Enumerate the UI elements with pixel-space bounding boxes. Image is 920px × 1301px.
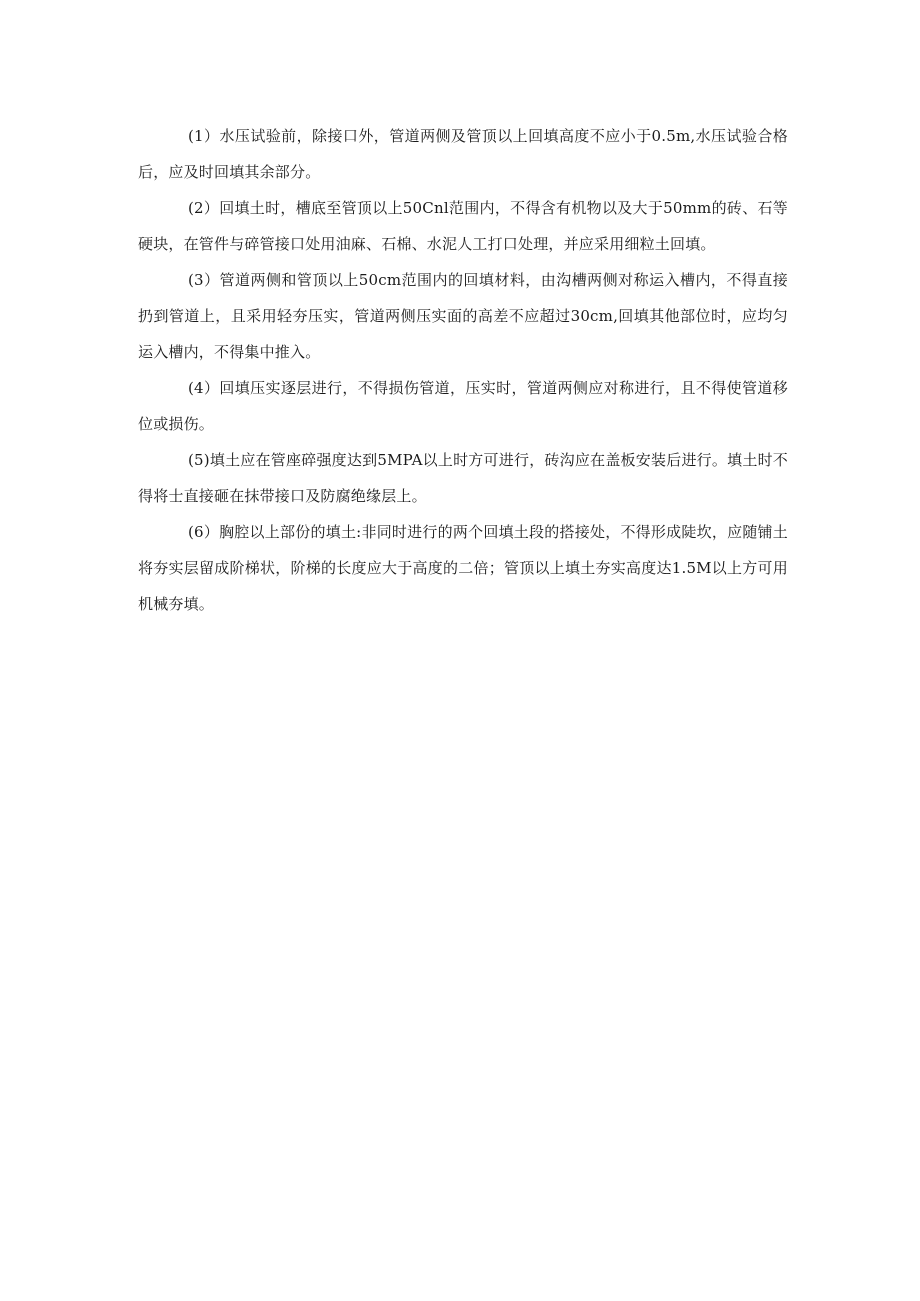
paragraph-1: (1）水压试验前，除接口外，管道两侧及管顶以上回填高度不应小于0.5m,水压试验合格后，应及时回填其余部分。 — [138, 127, 788, 181]
paragraph-4: (4）回填压实逐层进行，不得损伤管道，压实时，管道两侧应对称进行，且不得使管道移位或损伤。 — [138, 379, 788, 433]
document-page — [138, 118, 788, 622]
paragraph-5: (5)填土应在管座碎强度达到5MPA以上时方可进行，砖沟应在盖板安装后进行。填土时不得将士直接砸在抹带接口及防腐绝缘层上。 — [138, 451, 788, 505]
paragraph-6: (6）胸腔以上部份的填土:非同时进行的两个回填土段的搭接处，不得形成陡坎，应随铺土将夯实层留成阶梯状，阶梯的长度应大于高度的二倍；管顶以上填土夯实高度达1.5M以上方可用机械夯填。 — [138, 523, 788, 613]
paragraph-3: (3）管道两侧和管顶以上50cm范围内的回填材料，由沟槽两侧对称运入槽内，不得直接扔到管道上，且采用轻夯压实，管道两侧压实面的高差不应超过30cm,回填其他部位时，应均匀运入槽内，不得集中推入。 — [138, 271, 788, 361]
paragraph-2: (2）回填土时，槽底至管顶以上50Cnl范围内，不得含有机物以及大于50mm的砖、石等硬块，在管件与碎管接口处用油麻、石棉、水泥人工打口处理，并应采用细粒土回填。 — [138, 199, 788, 253]
